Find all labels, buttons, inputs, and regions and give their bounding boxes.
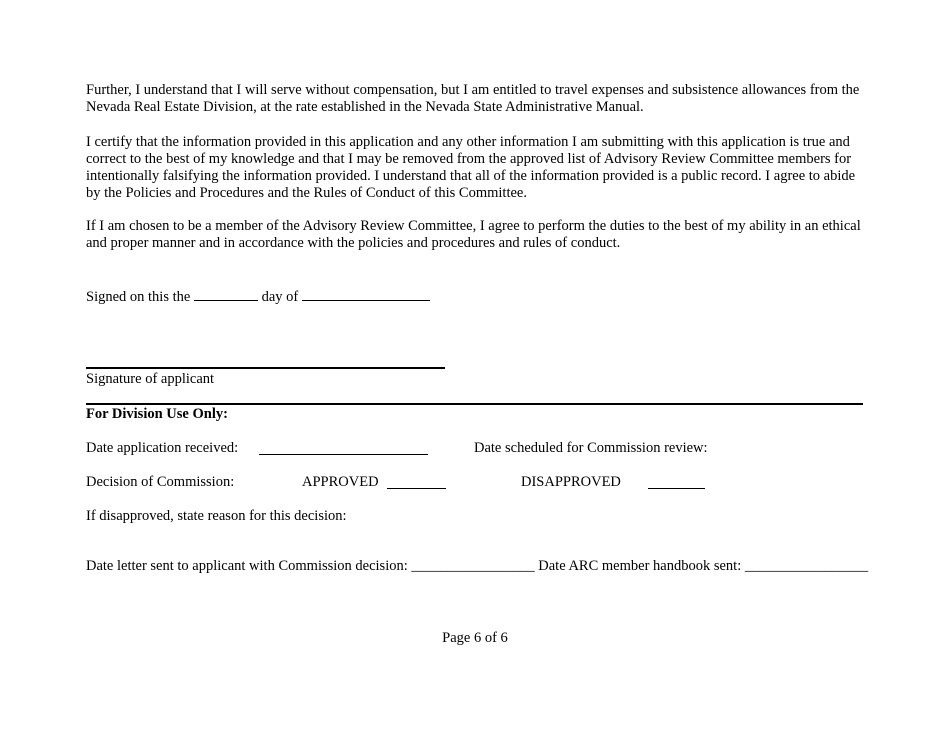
certification-paragraph: I certify that the information provided in this application and any other information I am submitting with this application is true and correct to the best of my knowledge and that I may be removed from the approved list of Advisory Review Committee members for intentionally falsifying the information provided. I understand that all of the information provided is a public record. I agree to abide by the Policies and Procedures and the Rules of Conduct of this Committee.: [86, 134, 856, 201]
date-received-label: Date application received:: [86, 440, 239, 456]
compensation-paragraph: Further, I understand that I will serve without compensation, but I am entitled to travel expenses and subsistence allowances from the Nevada Real Estate Division, at the rate established in the Nevada State Administrative Manual.: [86, 82, 860, 115]
handbook-sent-blank[interactable]: _________________: [744, 558, 869, 574]
date-received-blank[interactable]: [259, 454, 428, 455]
signed-date-line: [86, 286, 430, 306]
disapproval-reason-label: If disapproved, state reason for this decision:: [86, 508, 347, 524]
division-divider: [86, 403, 863, 405]
signature-line[interactable]: [86, 367, 445, 369]
signed-day-of-label: day of: [261, 289, 299, 305]
date-scheduled-label: Date scheduled for Commission review:: [474, 440, 708, 456]
letter-sent-label: Date letter sent to applicant with Commission decision:: [86, 558, 408, 574]
division-heading: For Division Use Only:: [86, 406, 228, 422]
duties-paragraph: If I am chosen to be a member of the Advisory Review Committee, I agree to perform the duties to the best of my ability in an ethical and proper manner and in accordance with the policies and procedures and rules of conduct.: [86, 218, 861, 251]
signed-day-blank[interactable]: [194, 286, 258, 301]
disapproved-blank[interactable]: [648, 488, 705, 489]
signed-month-blank[interactable]: [302, 286, 430, 301]
handbook-sent-label: Date ARC member handbook sent:: [538, 558, 742, 574]
approved-label: APPROVED: [302, 474, 379, 490]
letter-sent-blank[interactable]: _________________: [411, 558, 535, 574]
approved-blank[interactable]: [387, 488, 446, 489]
disapproved-label: DISAPPROVED: [521, 474, 621, 490]
signature-label: Signature of applicant: [86, 371, 215, 387]
signed-prefix-label: Signed on this the: [86, 289, 191, 305]
decision-label: Decision of Commission:: [86, 474, 235, 490]
letter-sent-line: [86, 558, 868, 575]
page-number: Page 6 of 6: [442, 630, 508, 646]
